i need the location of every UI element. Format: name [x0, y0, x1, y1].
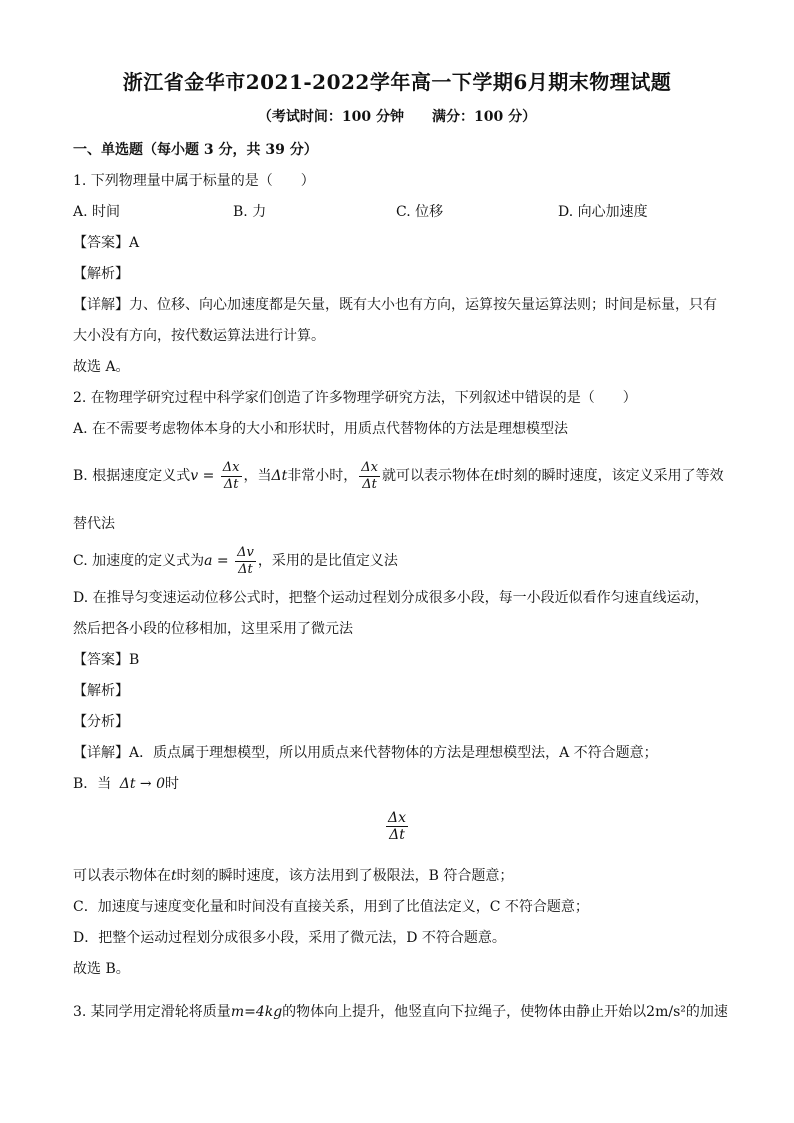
- exam-time: （考试时间：100 分钟: [257, 109, 404, 125]
- dv-dt-fraction: $\frac{\Delta v}{\Delta t}$: [237, 544, 254, 577]
- q1-option-b: B. 力: [233, 204, 267, 220]
- q1-option-d: D. 向心加速度: [558, 204, 648, 220]
- q2-detail-a: 【详解】A．质点属于理想模型，所以用质点来代替物体的方法是理想模型法，A 不符合题意；: [73, 745, 658, 761]
- q1-option-c: C. 位移: [396, 204, 444, 220]
- q2-detail-b: B．当 Δt → 0时: [73, 776, 180, 792]
- q2-option-b: B. 根据速度定义式v = $\frac{\Delta x}{\Delta t}$ ，当Δt非常小时， $\frac{\Delta x}{\Delta t}$ 就可以表示物体在t时刻的瞬时速度，该定义采用了等效: [73, 459, 724, 492]
- q2-option-d-line1: D. 在推导匀变速运动位移公式时，把整个运动过程划分成很多小段，每一小段近似看作匀速直线运动，: [73, 590, 709, 606]
- q1-stem: 1. 下列物理量中属于标量的是（ ）: [73, 173, 315, 189]
- q1-option-a: A. 时间: [73, 204, 121, 220]
- q1-analysis: 【解析】: [73, 266, 129, 282]
- exam-info: [0, 106, 794, 126]
- exam-score: 满分：100 分）: [432, 109, 537, 125]
- q2-option-c: C. 加速度的定义式为a = $\frac{\Delta v}{\Delta t}$ ，采用的是比值定义法: [73, 544, 398, 577]
- q1-choose: 故选 A。: [73, 359, 130, 375]
- page-title: 浙江省金华市2021-2022学年高一下学期6月期末物理试题: [122, 70, 672, 94]
- q2-detail-d: D．把整个运动过程划分成很多小段，采用了微元法，D 不符合题意。: [73, 930, 506, 946]
- q2-fenxi: 【分析】: [73, 714, 129, 730]
- q2-stem: 2. 在物理学研究过程中科学家们创造了许多物理学研究方法，下列叙述中错误的是（ ）: [73, 390, 637, 406]
- q1-answer: 【答案】A: [73, 235, 140, 251]
- q2-detail-b-cont: 可以表示物体在t时刻的瞬时速度，该方法用到了极限法，B 符合题意；: [73, 868, 514, 884]
- q2-analysis: 【解析】: [73, 683, 129, 699]
- q2-option-a: A. 在不需要考虑物体本身的大小和形状时，用质点代替物体的方法是理想模型法: [73, 421, 569, 437]
- q3-stem: 3. 某同学用定滑轮将质量m=4kg的物体向上提升，他竖直向下拉绳子，使物体由静止开始以2m/s²的加速: [73, 1004, 728, 1020]
- q1-detail-line2: 大小没有方向，按代数运算法进行计算。: [73, 328, 325, 344]
- q2-option-b-cont: 替代法: [73, 516, 115, 532]
- q2-answer: 【答案】B: [73, 652, 140, 668]
- q2-detail-c: C．加速度与速度变化量和时间没有直接关系，用到了比值法定义，C 不符合题意；: [73, 899, 589, 915]
- section-heading: 一、单选题（每小题 3 分，共 39 分）: [73, 142, 318, 158]
- centered-fraction: [0, 810, 794, 843]
- q2-option-d-line2: 然后把各小段的位移相加，这里采用了微元法: [73, 621, 353, 637]
- q1-detail-line1: 【详解】力、位移、向心加速度都是矢量，既有大小也有方向，运算按矢量运算法则；时间是标量，只有: [73, 297, 717, 313]
- dx-dt-fraction: $\frac{\Delta x}{\Delta t}$: [361, 459, 378, 492]
- dx-dt-fraction: $\frac{\Delta x}{\Delta t}$: [222, 459, 240, 492]
- dx-dt-fraction: $\frac{\Delta x}{\Delta t}$: [387, 810, 406, 843]
- q2-choose: 故选 B。: [73, 961, 130, 977]
